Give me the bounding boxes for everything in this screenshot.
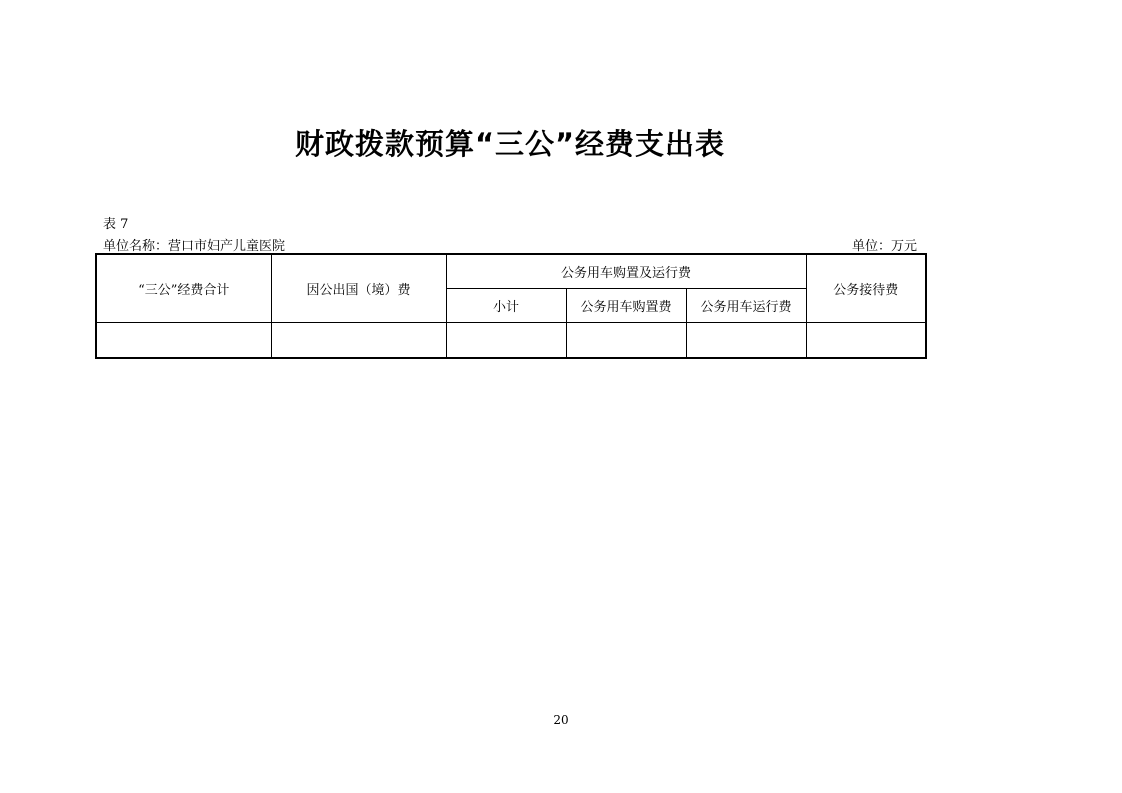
page-number: 20 xyxy=(553,713,569,727)
header-subtotal: 小计 xyxy=(446,288,566,322)
header-total: “三公”经费合计 xyxy=(96,254,271,322)
header-row-1 xyxy=(96,254,926,288)
currency-unit: 单位：万元 xyxy=(851,239,917,254)
cell-subtotal xyxy=(446,322,566,358)
header-reception: 公务接待费 xyxy=(806,254,926,322)
three-public-expenses-table xyxy=(95,253,927,359)
table-number: 表 7 xyxy=(103,217,129,232)
cell-vehicle-operation xyxy=(686,322,806,358)
header-vehicle-group: 公务用车购置及运行费 xyxy=(446,254,806,288)
page-title: 财政拨款预算“三公”经费支出表 xyxy=(294,127,726,161)
unit-name: 单位名称：营口市妇产儿童医院 xyxy=(103,239,286,254)
cell-vehicle-purchase xyxy=(566,322,686,358)
cell-total xyxy=(96,322,271,358)
table-row xyxy=(96,322,926,358)
header-vehicle-operation: 公务用车运行费 xyxy=(686,288,806,322)
header-overseas: 因公出国（境）费 xyxy=(271,254,446,322)
cell-overseas xyxy=(271,322,446,358)
cell-reception xyxy=(806,322,926,358)
header-vehicle-purchase: 公务用车购置费 xyxy=(566,288,686,322)
